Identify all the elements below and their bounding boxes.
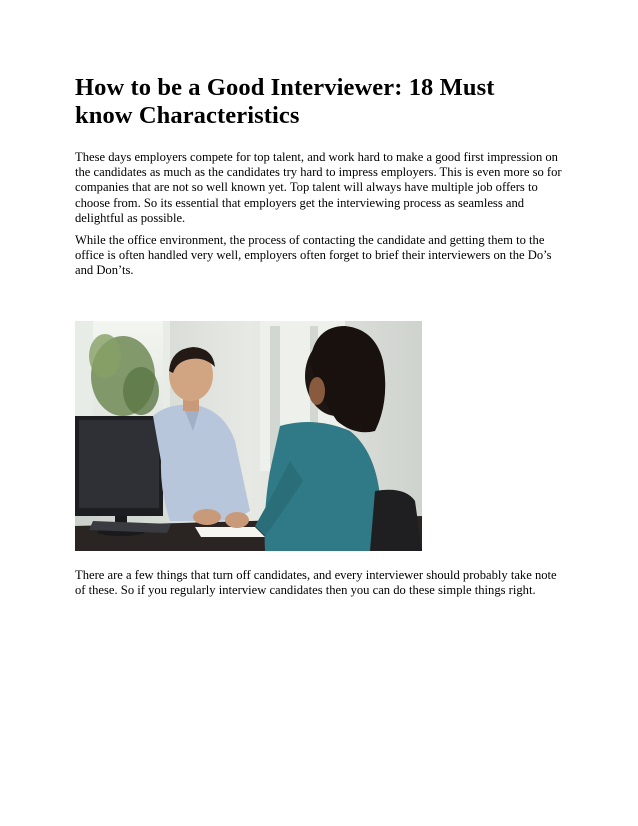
page-title: How to be a Good Interviewer: 18 Must know Characteristics xyxy=(75,74,495,129)
interview-photo xyxy=(75,321,422,551)
office-paragraph: While the office environment, the process of contacting the candidate and getting them to the office is often handled very well, employers often forget to brief their interviewers on the Do’s and Don’ts. xyxy=(75,233,552,278)
closing-paragraph: There are a few things that turn off candidates, and every interviewer should probably take note of these. So if you regularly interview candidates then you can do these simple things right. xyxy=(75,568,557,598)
interview-scene-illustration xyxy=(75,321,422,551)
intro-paragraph: These days employers compete for top talent, and work hard to make a good first impression on the candidates as much as the candidates try hard to impress employers. This is even more so for companies that are not so well known yet. Top talent will always have multiple job offers to choose from. So its essential that employers get the interviewing process as seamless and delightful as possible. xyxy=(75,150,562,225)
